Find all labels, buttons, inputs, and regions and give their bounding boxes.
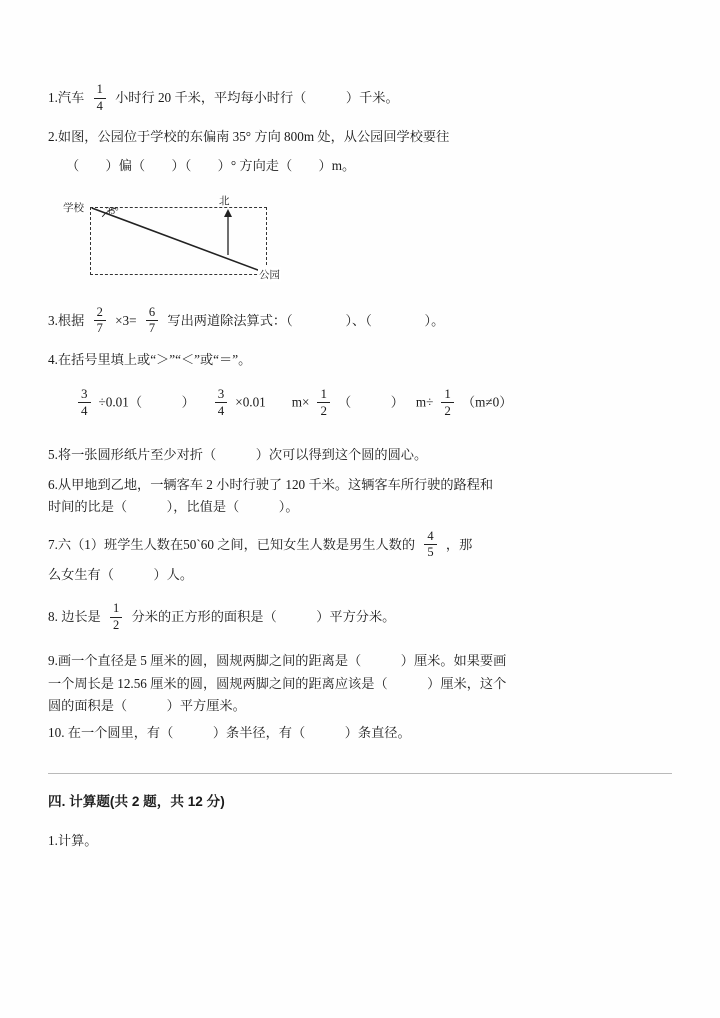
fraction-numerator: 3: [78, 387, 91, 403]
fraction-numerator: 6: [146, 306, 158, 322]
question-6-line-2: 时间的比是（ ），比值是（ ）。: [48, 499, 299, 515]
expression-3-prefix: m×: [291, 394, 310, 410]
question-9-line-3: 圆的面积是（ ）平方厘米。: [48, 698, 246, 714]
fraction-two-sevenths: [94, 306, 106, 336]
question-10: 10. 在一个圆里，有（ ）条半径，有（ ）条直径。: [48, 724, 411, 740]
question-8-suffix: 分米的正方形的面积是（ ）平方分米。: [131, 609, 396, 625]
question-2-figure: [62, 193, 322, 285]
question-6-line-1: 6.从甲地到乙地，一辆客车 2 小时行驶了 120 千米。这辆客车所行驶的路程和: [48, 476, 494, 492]
fraction-numerator: 1: [94, 83, 106, 99]
fraction-three-quarters-b: [215, 387, 228, 418]
figure-diagonal-line: [90, 207, 265, 273]
fraction-denominator: 4: [217, 403, 225, 419]
expression-4-prefix: m÷: [415, 394, 434, 410]
expression-2-operator: ×0.01: [235, 394, 266, 410]
fraction-numerator: 4: [424, 530, 436, 546]
question-8-prefix: 8. 边长是: [48, 609, 101, 625]
question-3-prefix: 3.根据: [48, 312, 85, 328]
north-arrow-icon: [222, 209, 234, 255]
expression-1-operator: ÷0.01（ ）: [98, 394, 195, 410]
fraction-one-half-a: [317, 387, 330, 418]
fraction-numerator: 1: [441, 387, 454, 403]
fraction-denominator: 7: [148, 321, 156, 336]
fraction-denominator: 5: [427, 545, 434, 560]
figure-label-school: 学校: [62, 200, 85, 215]
question-3-operator: ×3=: [115, 312, 137, 328]
expression-3-blank: （ ）: [337, 394, 404, 410]
question-3-suffix: 写出两道除法算式：（ ）、（ ）。: [167, 312, 445, 328]
question-8: [48, 603, 672, 633]
question-7-suffix: ，那: [445, 536, 473, 552]
fraction-denominator: 4: [81, 403, 88, 419]
question-7-line-1: [48, 528, 672, 561]
question-5: 5.将一张圆形纸片至少对折（ ）次可以得到这个圆的圆心。: [48, 447, 428, 463]
fraction-denominator: 2: [444, 403, 451, 419]
document-content: [48, 84, 672, 849]
question-4: 4.在括号里填上或“＞”“＜”或“＝”。: [48, 351, 252, 367]
fraction-denominator: 7: [96, 321, 103, 336]
figure-label-park: 公园: [258, 267, 281, 282]
fraction-numerator: 3: [215, 387, 228, 403]
fraction-denominator: 4: [96, 98, 103, 113]
fraction-one-half-c: [110, 602, 122, 632]
fraction-numerator: 1: [110, 602, 122, 618]
question-1-prefix: 1.汽车: [48, 90, 85, 106]
fraction-numerator: 2: [94, 306, 106, 322]
figure-label-angle: 35°: [106, 205, 119, 216]
figure-label-north: 北: [219, 195, 230, 207]
fraction-denominator: 2: [113, 617, 120, 632]
question-7-prefix: 7.六（1）班学生人数在50`60 之间，已知女生人数是男生人数的: [48, 536, 416, 552]
fraction-one-quarter: [94, 83, 106, 113]
fraction-six-sevenths: [146, 306, 158, 336]
expression-4-condition: （m≠0）: [461, 394, 513, 410]
fraction-three-quarters-a: [78, 387, 91, 418]
fraction-one-half-b: [441, 387, 454, 418]
section-four: [48, 773, 672, 849]
fraction-four-fifths: [424, 530, 436, 560]
section-four-title: 四. 计算题(共 2 题，共 12 分): [48, 794, 225, 810]
fraction-denominator: 2: [320, 403, 327, 419]
section-four-item-1: 1.计算。: [48, 833, 98, 849]
question-2-line-2: （ ）偏（ ）（ ）° 方向走（ ）m。: [66, 158, 356, 174]
question-9-line-1: 9.画一个直径是 5 厘米的圆，圆规两脚之间的距离是（ ）厘米。如果要画: [48, 653, 507, 669]
question-3: [48, 304, 672, 337]
question-9-line-2: 一个周长是 12.56 厘米的圆，圆规两脚之间的距离应该是（ ）厘米，这个: [48, 675, 507, 691]
question-2-line-1: 2.如图，公园位于学校的东偏南 35° 方向 800m 处，从公园回学校要往: [48, 129, 450, 144]
question-1: [48, 84, 672, 114]
question-7-line-2: 么女生有（ ）人。: [48, 566, 194, 582]
fraction-numerator: 1: [317, 387, 330, 403]
question-1-suffix: 小时行 20 千米，平均每小时行（ ）千米。: [115, 90, 399, 106]
question-4-expressions: [70, 388, 672, 419]
